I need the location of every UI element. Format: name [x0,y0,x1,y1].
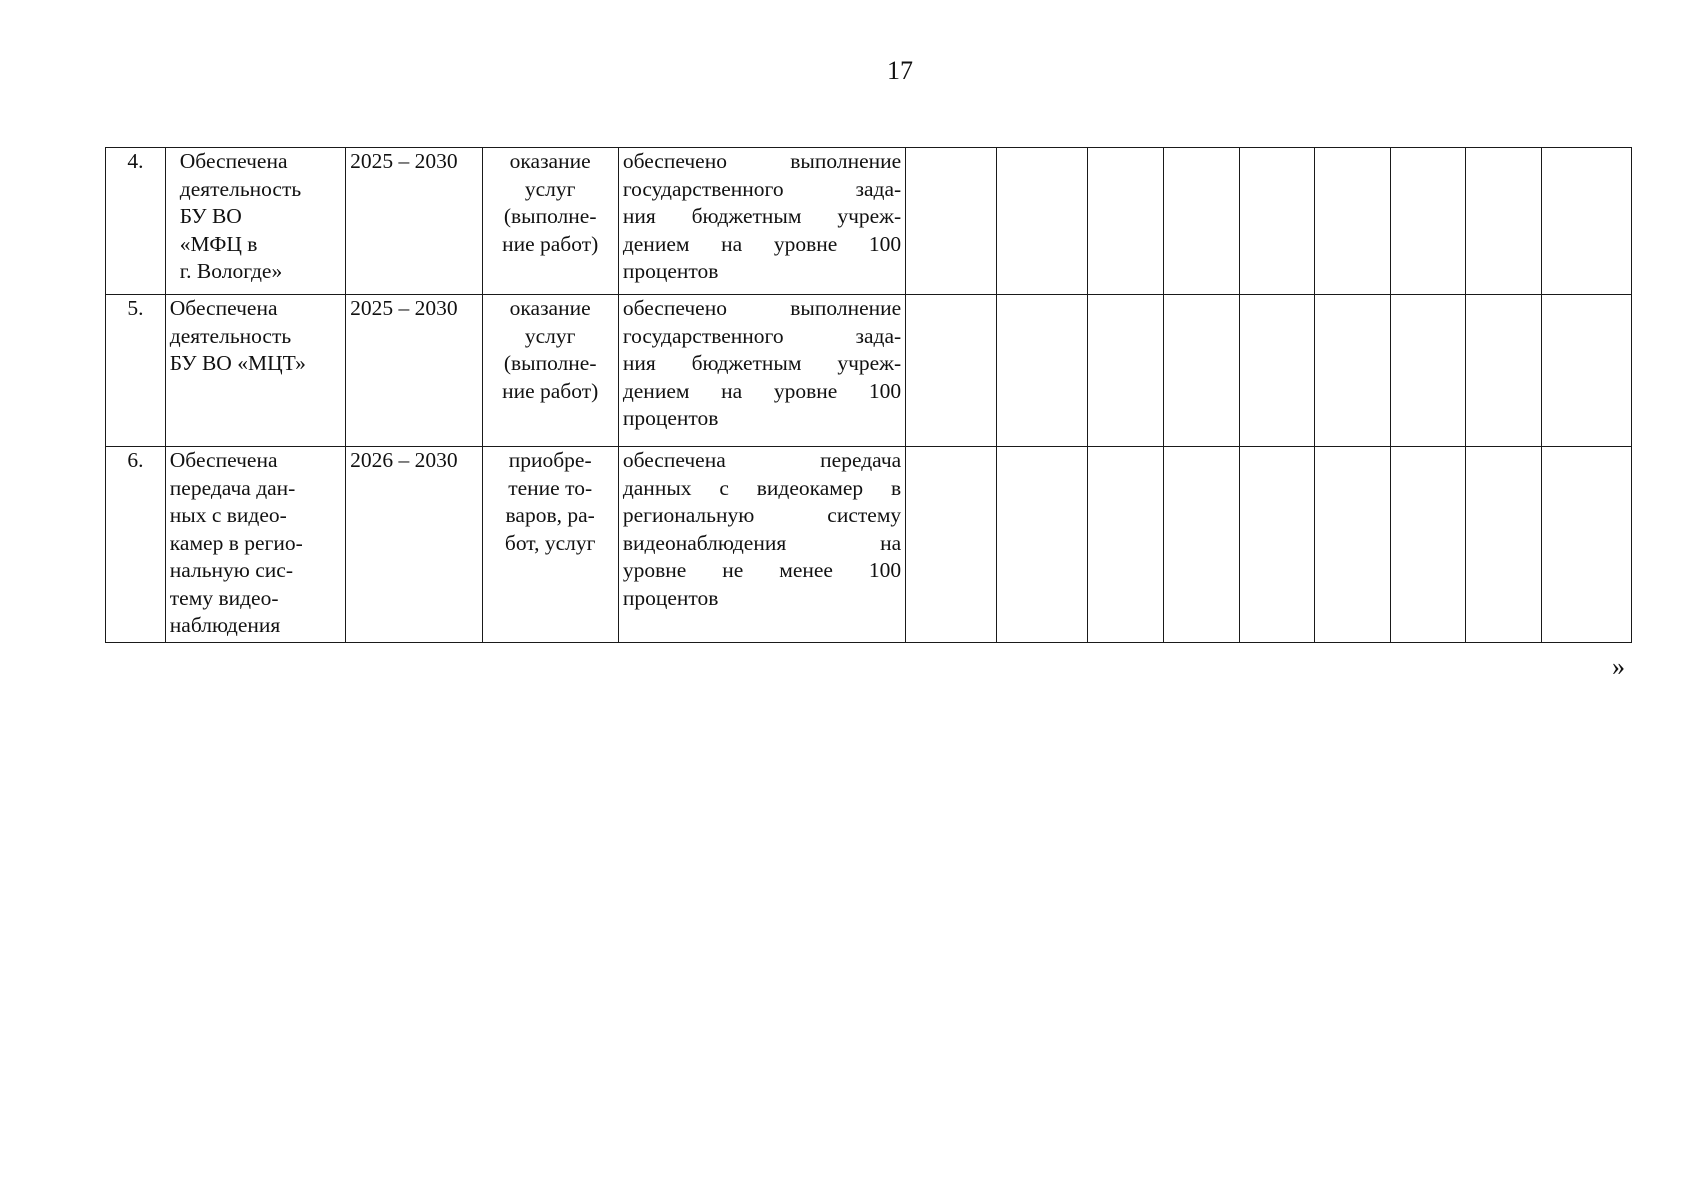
implementation-period: 2025 – 2030 [346,148,482,295]
empty-cell [1087,148,1164,295]
text-line: Обеспечена [169,296,278,320]
result-type [482,295,618,447]
empty-cell [1466,447,1542,643]
empty-cell [1164,447,1240,643]
text-line: данных с видеокамер в [622,475,902,500]
text-line: «МФЦ в [179,231,258,256]
empty-cell [1541,295,1631,447]
empty-cell [1164,148,1240,295]
text-line: тему видео- [169,585,279,610]
activities-table [105,147,1632,643]
empty-cell [997,447,1087,643]
text-line: услуг [524,176,576,201]
text-line: процентов [622,585,719,610]
text-line: государственного зада- [622,323,902,348]
empty-cell [1541,148,1631,295]
text-line: нальную сис- [169,558,293,582]
text-line: наблюдения [169,613,281,637]
text-line: ния бюджетным учреж- [622,204,902,228]
text-line: видеонаблюдения на [622,530,902,555]
result-description [618,295,905,447]
empty-cell [1315,447,1391,643]
text-line: обеспечено выполнение [622,149,902,173]
result-name [165,295,345,447]
empty-cell [1315,295,1391,447]
text-line: бот, услуг [504,530,596,555]
text-line: варов, ра- [505,503,595,527]
text-line: БУ ВО [179,204,242,228]
text-line: деятельность [179,176,302,201]
row-number: 5. [106,295,166,447]
empty-cell [906,148,997,295]
empty-cell [906,447,997,643]
text-line: деятельность [169,323,292,348]
empty-cell [1390,148,1466,295]
empty-cell [1390,295,1466,447]
text-line: передача дан- [169,475,296,500]
text-line: оказание [509,296,591,320]
text-line: обеспечено выполнение [622,296,902,320]
empty-cell [1087,295,1164,447]
empty-cell [997,295,1087,447]
text-line: Обеспечена [169,448,278,472]
empty-cell [1239,148,1315,295]
text-line: ние работ) [502,378,599,403]
result-name [165,447,345,643]
empty-cell [997,148,1087,295]
text-line: г. Вологде» [179,259,283,283]
empty-cell [1164,295,1240,447]
text-line: (выполне- [503,204,597,228]
table-row [106,148,1632,295]
row-number: 4. [106,148,166,295]
closing-quote: » [1612,652,1625,681]
text-line: камер в регио- [169,530,303,555]
result-name [165,148,345,295]
implementation-period: 2025 – 2030 [346,295,482,447]
empty-cell [1390,447,1466,643]
empty-cell [1541,447,1631,643]
text-line: приобре- [508,448,592,472]
text-line: (выполне- [503,351,597,375]
text-line: дением на уровне 100 [622,231,902,256]
table-row [106,447,1632,643]
row-number: 6. [106,447,166,643]
empty-cell [1315,148,1391,295]
table-row [106,295,1632,447]
text-line: дением на уровне 100 [622,378,902,403]
text-line: обеспечена передача [622,448,902,472]
result-description [618,447,905,643]
implementation-period: 2026 – 2030 [346,447,482,643]
empty-cell [1087,447,1164,643]
text-line: ных с видео- [169,503,287,527]
text-line: тение то- [508,475,593,500]
text-line: услуг [524,323,576,348]
empty-cell [1466,295,1542,447]
text-line: государственного зада- [622,176,902,201]
text-line: оказание [509,149,591,173]
text-line: процентов [622,406,719,430]
result-type [482,447,618,643]
page-number: 17 [887,56,913,85]
text-line: процентов [622,259,719,283]
text-line: Обеспечена [179,149,288,173]
empty-cell [1239,447,1315,643]
text-line: ния бюджетным учреж- [622,351,902,375]
empty-cell [906,295,997,447]
empty-cell [1239,295,1315,447]
empty-cell [1466,148,1542,295]
result-description [618,148,905,295]
text-line: региональную систему [622,503,902,527]
text-line: ние работ) [502,231,599,256]
result-type [482,148,618,295]
text-line: БУ ВО «МЦТ» [169,351,306,375]
text-line: уровне не менее 100 [622,558,902,582]
